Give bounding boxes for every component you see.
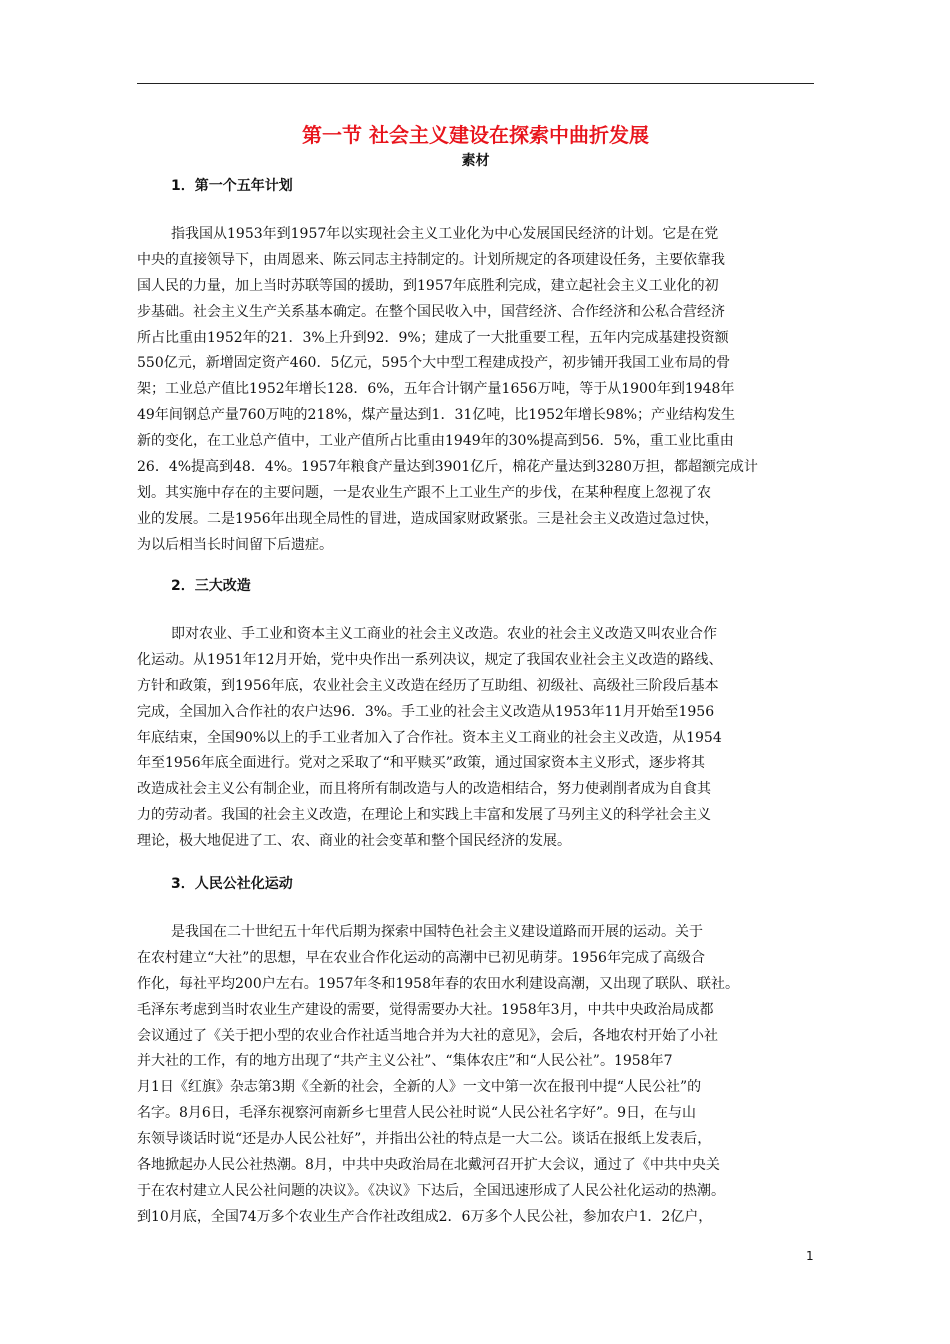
text-line: 26．4%提高到48．4%。1957年粮食产量达到3901亿斤，棉花产量达到3280万担，都超额完成计 — [137, 459, 758, 476]
text-line: 指我国从1953年到1957年以实现社会主义工业化为中心发展国民经济的计划。它是在党 — [171, 226, 719, 242]
text-line: 作化，每社平均200户左右。1957年冬和1958年春的农田水利建设高潮，又出现了联队、联社。 — [137, 975, 739, 992]
text-line: 年至1956年底全面进行。党对之采取了“和平赎买”政策，通过国家资本主义形式，逐步将其 — [137, 755, 705, 772]
text-line: 东领导谈话时说“还是办人民公社好”，并指出公社的特点是一大二公。谈话在报纸上发表后， — [137, 1131, 712, 1148]
text-line: 于在农村建立人民公社问题的决议》。《决议》下达后，全国迅速形成了人民公社化运动的热潮。 — [137, 1182, 725, 1199]
text-line: 年底结束，全国90%以上的手工业者加入了合作社。资本主义工商业的社会主义改造，从1954 — [137, 729, 722, 746]
text-line: 会议通过了《关于把小型的农业合作社适当地合并为大社的意见》，会后，各地农村开始了小社 — [137, 1027, 718, 1044]
text-line: 新的变化，在工业总产值中，工业产值所占比重由1949年的30%提高到56．5%，重工业比重由 — [137, 433, 734, 450]
section-heading-three-transformations: 2．三大改造 — [171, 578, 251, 594]
text-line: 到10月底，全国74万多个农业生产合作社改组成2．6万多个人民公社，参加农户1．2亿户， — [137, 1208, 713, 1225]
text-line: 中央的直接领导下，由周恩来、陈云同志主持制定的。计划所规定的各项建设任务，主要依靠我 — [137, 251, 725, 268]
text-line: 架；工业总产值比1952年增长128．6%，五年合计钢产量1656万吨，等于从1900年到1948年 — [137, 381, 735, 398]
section-paragraph-three-transformations — [137, 622, 814, 855]
text-line: 49年间钢总产量760万吨的218%，煤产量达到1．31亿吨，比1952年增长98%；产业结构发生 — [137, 407, 736, 424]
text-line: 各地掀起办人民公社热潮。8月，中共中央政治局在北戴河召开扩大会议，通过了《中共中央关 — [137, 1157, 720, 1174]
text-line: 力的劳动者。我国的社会主义改造，在理论上和实践上丰富和发展了马列主义的科学社会主义 — [137, 807, 711, 824]
page-title: 第一节 社会主义建设在探索中曲折发展 — [302, 123, 649, 147]
section-paragraph-five-year-plan — [137, 222, 814, 559]
text-line: 所占比重由1952年的21．3%上升到92．9%；建成了一大批重要工程，五年内完成基建投资额 — [137, 329, 729, 346]
page-subtitle: 素材 — [461, 153, 490, 169]
text-line: 划。其实施中存在的主要问题，一是农业生产跟不上工业生产的步伐，在某种程度上忽视了农 — [137, 484, 711, 501]
text-line: 步基础。社会主义生产关系基本确定。在整个国民收入中，国营经济、合作经济和公私合营经济 — [137, 303, 725, 320]
text-line: 名字。8月6日，毛泽东视察河南新乡七里营人民公社时说“人民公社名字好”。9日，在与山 — [137, 1105, 697, 1122]
page-number: 1 — [806, 1249, 814, 1263]
text-line: 化运动。从1951年12月开始，党中央作出一系列决议，规定了我国农业社会主义改造的路线、 — [137, 651, 723, 668]
text-line: 即对农业、手工业和资本主义工商业的社会主义改造。农业的社会主义改造又叫农业合作 — [171, 626, 717, 642]
text-line: 在农村建立“大社”的思想，早在农业合作化运动的高潮中已初见萌芽。1956年完成了高级合 — [137, 949, 705, 966]
section-paragraph-peoples-commune — [137, 920, 814, 1231]
text-line: 改造成社会主义公有制企业，而且将所有制改造与人的改造相结合，努力使剥削者成为自食其 — [137, 781, 711, 798]
text-line: 完成，全国加入合作社的农户达96．3%。手工业的社会主义改造从1953年11月开始至1956 — [137, 703, 715, 720]
header-rule — [137, 83, 814, 84]
text-line: 方针和政策，到1956年底，农业社会主义改造在经历了互助组、初级社、高级社三阶段后基本 — [137, 677, 719, 694]
text-line: 为以后相当长时间留下后遗症。 — [137, 536, 333, 553]
text-line: 并大社的工作，有的地方出现了“共产主义公社”、“集体农庄”和“人民公社”。1958年7 — [137, 1053, 673, 1070]
text-line: 月1日《红旗》杂志第3期《全新的社会，全新的人》一文中第一次在报刊中提“人民公社”的 — [137, 1079, 702, 1096]
text-line: 国人民的力量，加上当时苏联等国的援助，到1957年底胜利完成，建立起社会主义工业化的初 — [137, 277, 719, 294]
text-line: 是我国在二十世纪五十年代后期为探索中国特色社会主义建设道路而开展的运动。关于 — [171, 924, 703, 940]
section-heading-peoples-commune: 3．人民公社化运动 — [171, 876, 293, 892]
text-line: 业的发展。二是1956年出现全局性的冒进，造成国家财政紧张。三是社会主义改造过急过快， — [137, 510, 719, 527]
text-line: 毛泽东考虑到当时农业生产建设的需要，觉得需要办大社。1958年3月，中共中央政治局成都 — [137, 1001, 714, 1018]
text-line: 550亿元，新增固定资产460．5亿元，595个大中型工程建成投产，初步铺开我国工业布局的骨 — [137, 355, 731, 372]
text-line: 理论，极大地促进了工、农、商业的社会变革和整个国民经济的发展。 — [137, 833, 571, 850]
section-heading-five-year-plan: 1．第一个五年计划 — [171, 178, 293, 194]
